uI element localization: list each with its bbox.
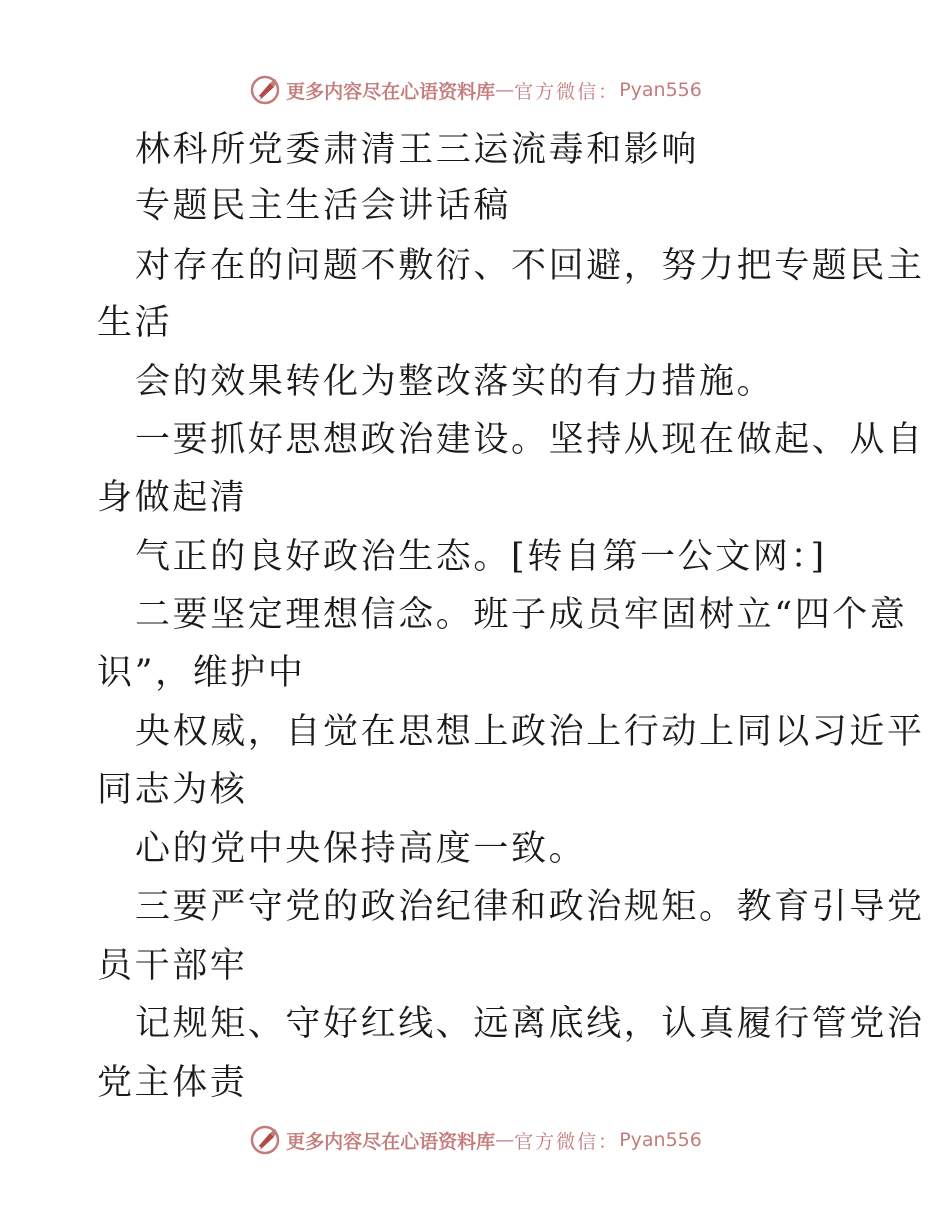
paragraph-line: 央权威，自觉在思想上政治上行动上同以习近平 <box>135 712 925 752</box>
pen-nib-circle-icon <box>248 73 282 107</box>
header-watermark <box>0 70 950 110</box>
paragraph-line: 二要坚定理想信念。班子成员牢固树立“四个意 <box>135 595 908 635</box>
paragraph-line: 同志为核 <box>97 770 248 810</box>
paragraph-line: 生活 <box>97 303 173 343</box>
watermark-brand: 更多内容尽在心语资料库 <box>286 1130 496 1153</box>
footer-watermark <box>0 1120 950 1160</box>
document-title-line-1: 林科所党委肃清王三运流毒和影响 <box>135 130 700 170</box>
paragraph-line: 员干部牢 <box>97 946 248 986</box>
paragraph-line: 识”，维护中 <box>97 653 306 693</box>
paragraph-line: 气正的良好政治生态。[转自第一公文网：] <box>135 537 827 577</box>
watermark-official-label: 官方微信： <box>514 1130 620 1153</box>
watermark-wechat-id: Pyan556 <box>619 1129 702 1151</box>
paragraph-line: 记规矩、守好红线、远离底线，认真履行管党治 <box>135 1004 925 1044</box>
document-title-line-2: 专题民主生活会讲话稿 <box>135 186 512 226</box>
paragraph-line: 一要抓好思想政治建设。坚持从现在做起、从自 <box>135 420 925 460</box>
watermark-brand: 更多内容尽在心语资料库 <box>286 80 496 103</box>
paragraph-line: 党主体责 <box>97 1063 248 1103</box>
watermark-dash: — <box>495 1129 515 1151</box>
paragraph-line: 心的党中央保持高度一致。 <box>135 829 587 869</box>
paragraph-line: 三要严守党的政治纪律和政治规矩。教育引导党 <box>135 887 925 927</box>
paragraph-line: 身做起清 <box>97 478 248 518</box>
watermark-dash: — <box>495 79 515 101</box>
watermark-wechat-id: Pyan556 <box>619 79 702 101</box>
pen-nib-circle-icon <box>248 1123 282 1157</box>
paragraph-line: 对存在的问题不敷衍、不回避，努力把专题民主 <box>135 246 925 286</box>
paragraph-line: 会的效果转化为整改落实的有力措施。 <box>135 362 775 402</box>
watermark-official-label: 官方微信： <box>514 80 620 103</box>
